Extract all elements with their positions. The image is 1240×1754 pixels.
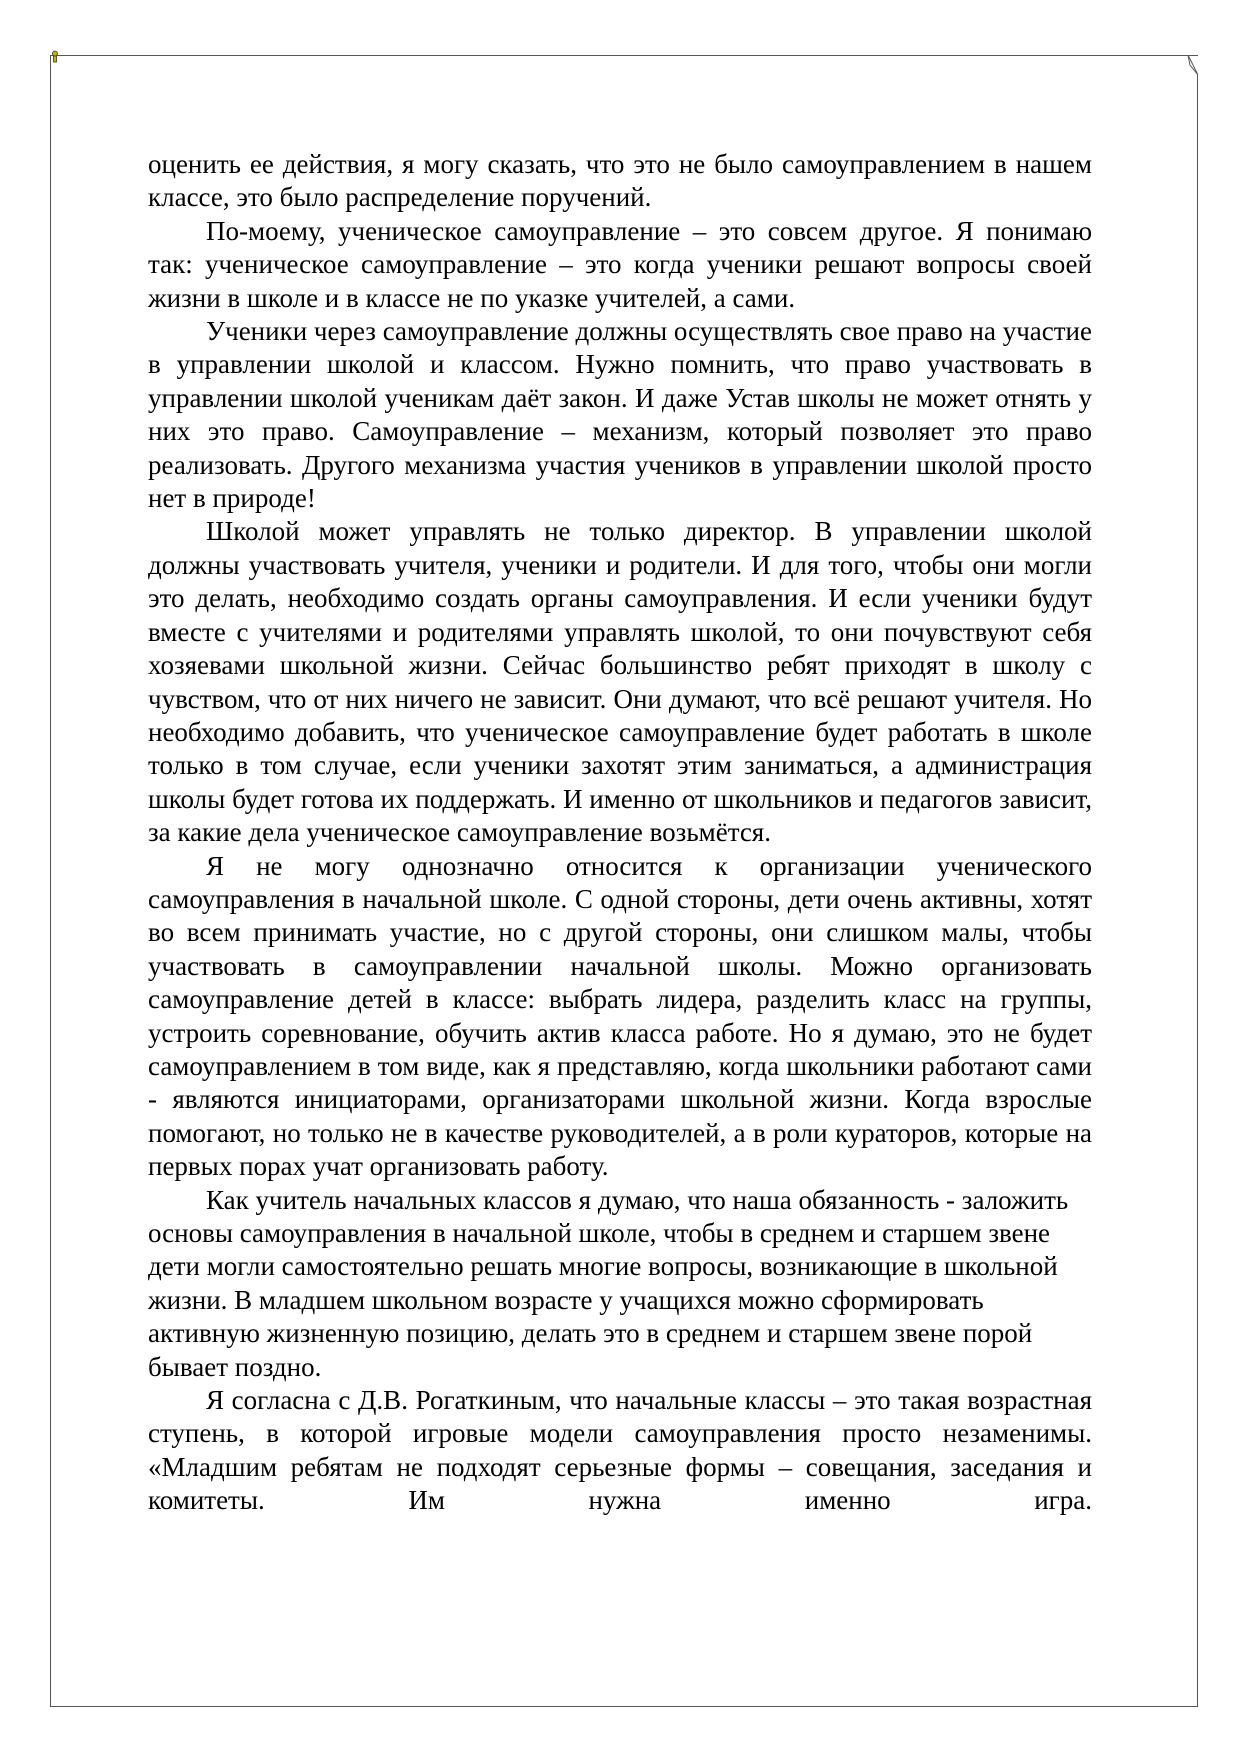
document-body xyxy=(148,148,1092,1518)
paragraph-2: По-моему, ученическое самоуправление – это совсем другое. Я понимаю так: ученическое самоуправление – это когда ученики решают вопросы своей жизни в школе и в классе не по указке учителей, а сами. xyxy=(148,215,1092,313)
page-fold-corner xyxy=(1176,55,1198,77)
paragraph-5: Я не могу однозначно относится к организации ученического самоуправления в начальной школе. С одной стороны, дети очень активны, хотят во всем принимать участие, но с другой стороны, они слишком малы, чтобы участвовать в самоуправлении начальной школы. Можно организовать самоуправление детей в классе: выбрать лидера, разделить класс на группы, устроить соревнование, обучить актив класса работе. Но я думаю, это не будет самоуправлением в том виде, как я представляю, когда школьники работают сами - являются инициаторами, организаторами школьной жизни. Когда взрослые помогают, но только не в качестве руководителей, а в роли кураторов, которые на первых порах учат организовать работу. xyxy=(148,850,1092,1182)
paragraph-6: Как учитель начальных классов я думаю, что наша обязанность - заложить основы самоуправления в начальной школе, чтобы в среднем и старшем звене дети могли самостоятельно решать многие вопросы, возникающие в школьной жизни. В младшем школьном возрасте у учащихся можно сформировать активную жизненную позицию, делать это в среднем и старшем звене порой бывает поздно. xyxy=(148,1184,1069,1382)
paragraph-4: Школой может управлять не только директор. В управлении школой должны участвовать учителя, ученики и родители. И для того, чтобы они могли это делать, необходимо создать органы самоуправления. И если ученики будут вместе с учителями и родителями управлять школой, то они почувствуют себя хозяевами школьной жизни. Сейчас большинство ребят приходят в школу с чувством, что от них ничего не зависит. Они думают, что всё решают учителя. Но необходимо добавить, что ученическое самоуправление будет работать в школе только в том случае, если ученики захотят этим заниматься, а администрация школы будет готова их поддержать. И именно от школьников и педагогов зависит, за какие дела ученическое самоуправление возьмётся. xyxy=(148,516,1092,848)
paragraph-7: Я согласна с Д.В. Рогаткиным, что начальные классы – это такая возрастная ступень, в которой игровые модели самоуправления просто незаменимы. «Младшим ребятам не подходят серьезные формы – совещания, заседания и комитеты. Им нужна именно игра. xyxy=(148,1385,1092,1516)
paragraph-1: оценить ее действия, я могу сказать, что это не было самоуправлением в нашем классе, это было распределение поручений. xyxy=(148,149,1092,213)
page-border-right xyxy=(1197,75,1198,1707)
anchor-icon xyxy=(50,50,60,64)
paragraph-3: Ученики через самоуправление должны осуществлять свое право на участие в управлении школой и классом. Нужно помнить, что право участвовать в управлении школой ученикам даёт закон. И даже Устав школы не может отнять у них это право. Самоуправление – механизм, который позволяет это право реализовать. Другого механизма участия учеников в управлении школой просто нет в природе! xyxy=(148,316,1092,514)
